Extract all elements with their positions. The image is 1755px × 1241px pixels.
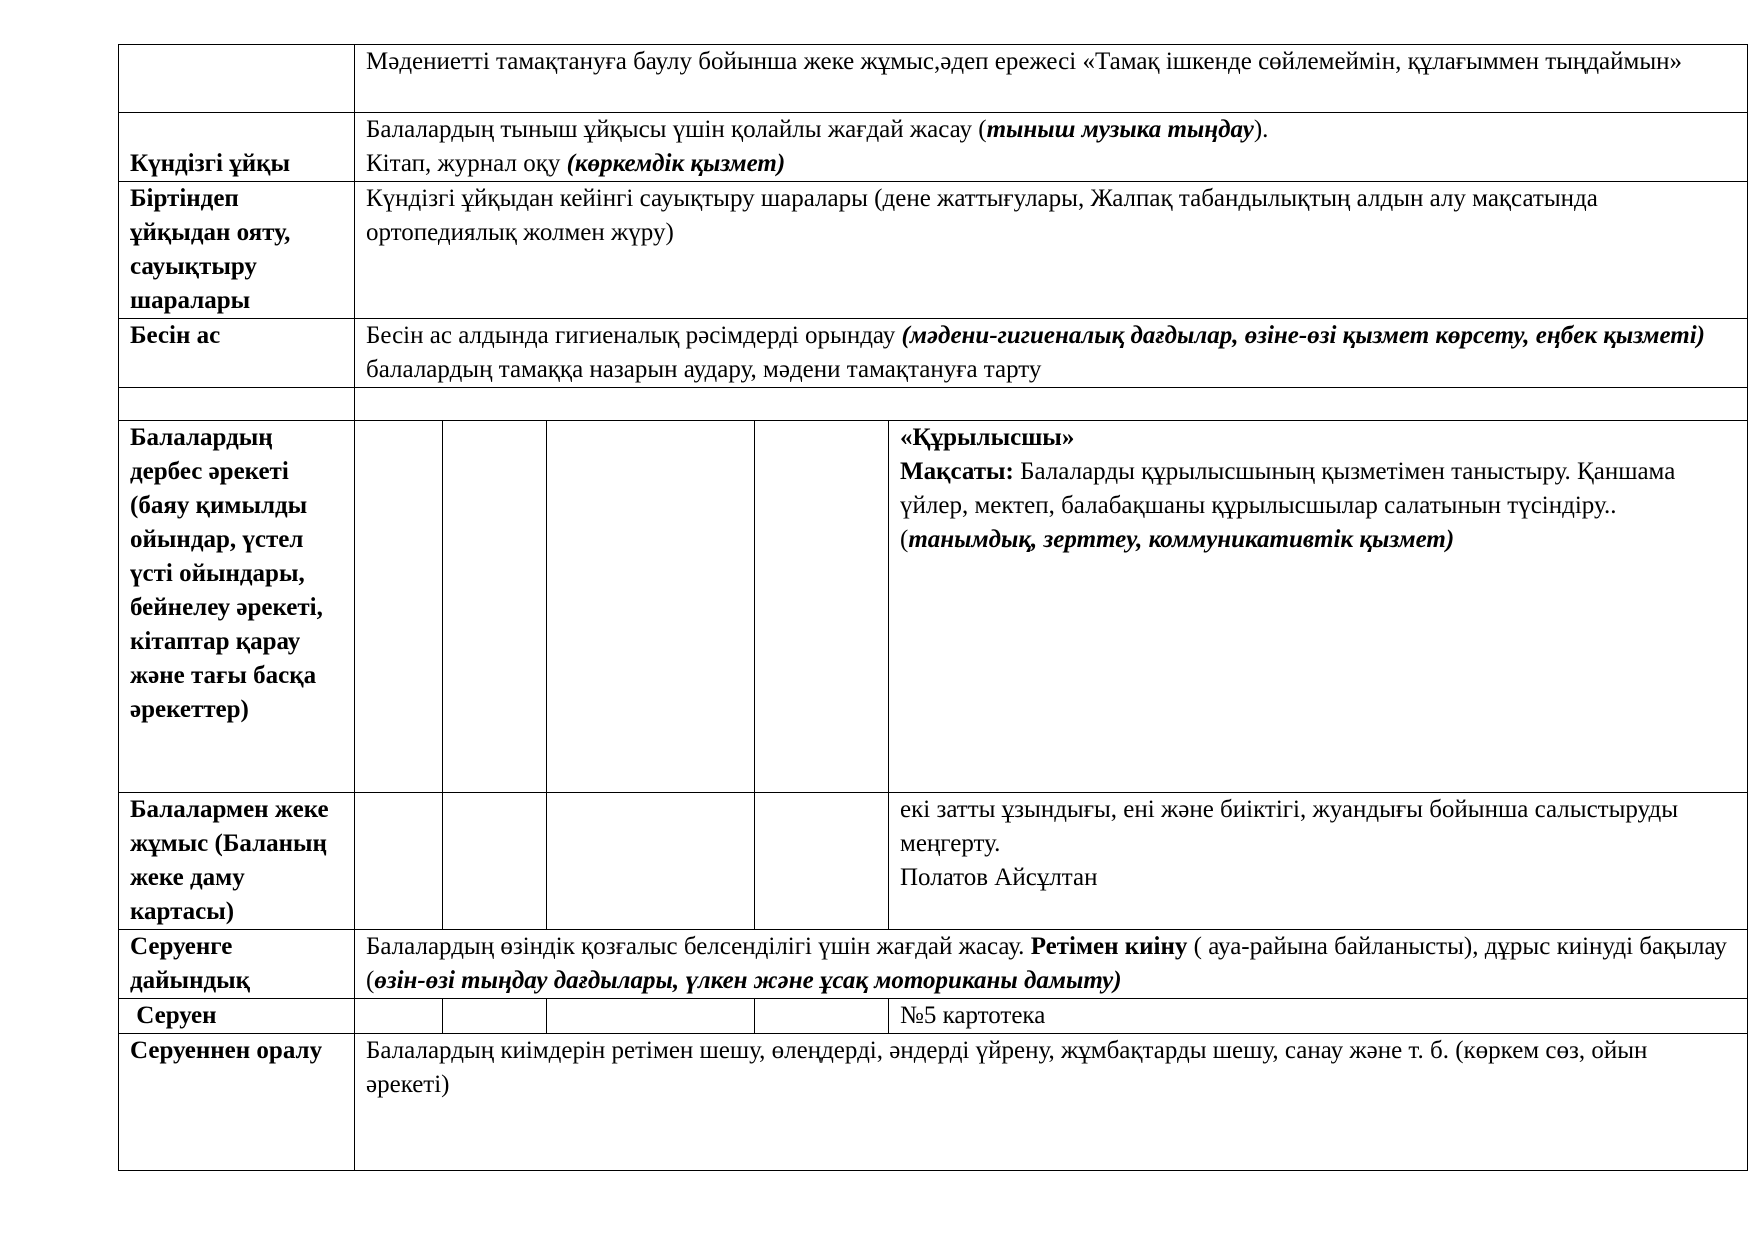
snack-text-main: Бесін ас алдында гигиеналық рәсімдерді орындау: [366, 322, 902, 349]
row-activity: [119, 421, 1748, 793]
activity-types-open: (: [900, 526, 909, 553]
row-nap: [119, 113, 1748, 182]
nap-text: [355, 113, 1748, 182]
row-wake: [119, 182, 1748, 319]
empty-cell: [119, 388, 355, 421]
row-individual: [119, 793, 1748, 930]
activity-text: [889, 421, 1748, 793]
child-name: Полатов Айсұлтан: [900, 864, 1098, 891]
snack-text-end: балалардың тамаққа назарын аудару, мәдени тамақтануға тарту: [366, 356, 1042, 383]
row-return: [119, 1034, 1748, 1171]
prep-text-emphasis: өзін-өзі тыңдау дағдылары, үлкен және ұсақ моториканы дамыту): [374, 967, 1122, 994]
activity-types: [900, 523, 1735, 557]
row-label-wake: Біртіндеп ұйқыдан ояту, сауықтыру шаралары: [119, 182, 355, 319]
snack-text: [355, 319, 1748, 388]
row-walk: [119, 999, 1748, 1034]
activity-types-emphasis: танымдық, зерттеу, коммуникативтік қызмет): [908, 526, 1455, 553]
row-label-return: Серуеннен оралу: [119, 1034, 355, 1171]
row-label-snack: Бесін ас: [119, 319, 355, 388]
row-snack: [119, 319, 1748, 388]
row-label-nap: Күндізгі ұйқы: [119, 113, 355, 182]
prep-text-bold: Ретімен киіну: [1030, 933, 1188, 960]
return-text: Балалардың киімдерін ретімен шешу, өлеңдерді, әндерді үйрену, жұмбақтарды шешу, санау және т. б. (көркем сөз, ойын әрекеті): [355, 1034, 1748, 1171]
goal-text: Балаларды құрылысшының қызметімен таныстыру. Қаншама үйлер, мектеп, балабақшаны құрылысшылар салатынын түсіндіру..: [900, 458, 1676, 519]
row-label: [119, 45, 355, 113]
daily-plan-table: [118, 44, 1748, 1171]
row-empty: [119, 388, 1748, 421]
prep-text-mid: ( ауа-райына байланысты), дұрыс киінуді бақылау (: [366, 933, 1727, 994]
nap-line1-emphasis: тыныш музыка тыңдау: [986, 116, 1254, 143]
day-cell-2: [443, 793, 547, 930]
day-cell-3: [547, 999, 755, 1034]
row-label-walk: Серуен: [119, 999, 355, 1034]
nap-line1-end: ).: [1253, 116, 1269, 143]
nap-line2-text: Кітап, журнал оқу: [366, 150, 567, 177]
nap-line2-emphasis: (көркемдік қызмет): [566, 150, 786, 177]
activity-goal: [900, 455, 1735, 523]
day-cell-2: [443, 421, 547, 793]
snack-text-emphasis: (мәдени-гигиеналық дағдылар, өзіне-өзі қызмет көрсету, еңбек қызметі): [901, 322, 1705, 349]
row-prep: [119, 930, 1748, 999]
empty-cell-wide: [355, 388, 1748, 421]
prep-text: [355, 930, 1748, 999]
prep-text-main: Балалардың өзіндік қозғалыс белсенділігі үшін жағдай жасау.: [366, 933, 1031, 960]
day-cell-4: [755, 421, 889, 793]
nap-line1-text: Балалардың тыныш ұйқысы үшін қолайлы жағдай жасау (: [366, 116, 987, 143]
culture-text: Мәдениетті тамақтануға баулу бойынша жеке жұмыс,әдеп ережесі «Тамақ ішкенде сөйлемеймін, құлағыммен тыңдаймын»: [355, 45, 1748, 113]
day-cell-1: [355, 999, 443, 1034]
row-label-activity: Балалардың дербес әрекеті (баяу қимылды ойындар, үстел үсті ойындары, бейнелеу әрекеті, кітаптар қарау және тағы басқа әрекеттер): [119, 421, 355, 793]
individual-task: екі затты ұзындығы, ені және биіктігі, жуандығы бойынша салыстыруды меңгерту.: [900, 796, 1679, 857]
day-cell-3: [547, 421, 755, 793]
nap-line-1: [366, 113, 1735, 147]
day-cell-3: [547, 793, 755, 930]
day-cell-1: [355, 793, 443, 930]
row-culture: [119, 45, 1748, 113]
day-cell-4: [755, 999, 889, 1034]
row-label-prep: Серуенге дайындық: [119, 930, 355, 999]
goal-label: Мақсаты:: [900, 458, 1014, 485]
day-cell-1: [355, 421, 443, 793]
wake-text: Күндізгі ұйқыдан кейінгі сауықтыру шаралары (дене жаттығулары, Жалпақ табандылықтың алдын алу мақсатында ортопедиялық жолмен жүру): [355, 182, 1748, 319]
walk-text: №5 картотека: [889, 999, 1748, 1034]
day-cell-2: [443, 999, 547, 1034]
activity-title: «Құрылысшы»: [900, 424, 1075, 451]
individual-text: [889, 793, 1748, 930]
nap-line-2: [366, 147, 1735, 181]
row-label-individual: Балалармен жеке жұмыс (Баланың жеке даму картасы): [119, 793, 355, 930]
day-cell-4: [755, 793, 889, 930]
